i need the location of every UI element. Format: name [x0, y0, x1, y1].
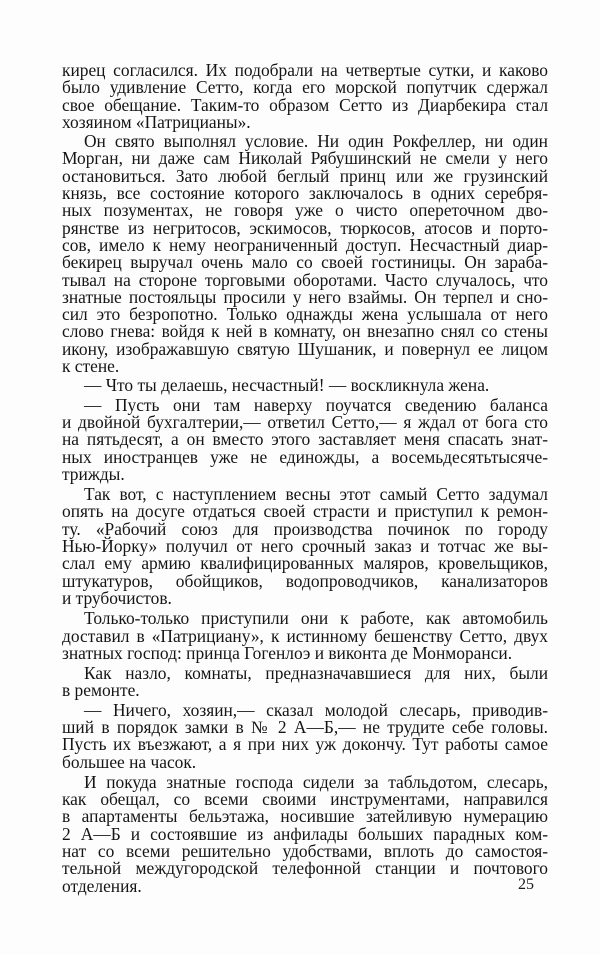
- text-line: слал ему армию квалифицированных маляров, кровельщиков,: [62, 553, 548, 574]
- text-line: Как назло, комнаты, предназначавшиеся для них, были: [84, 663, 548, 684]
- text-line: трижды.: [62, 463, 125, 484]
- text-line: кирец согласился. Их подобрали на четвертые сутки, и каково: [62, 60, 548, 80]
- text-line: остановиться. Зато любой беглый принц или же грузинский: [62, 165, 548, 186]
- paragraph: [62, 771, 548, 896]
- paragraph: [62, 665, 548, 700]
- text-line: нат со всеми решительно удобствами, вплоть до самостоя-: [62, 841, 548, 862]
- text-line: ных иностранцев уже не единожды, а восемьдесятьтысяче-: [62, 446, 548, 467]
- paragraph: [62, 377, 548, 394]
- text-line: в ремонте.: [62, 680, 140, 701]
- text-line: доставил в «Патрициану», к истинному бешенству Сетто, двух: [62, 625, 548, 646]
- text-line: икону, изображавшую святую Шушаник, и повернул ее лицом: [62, 338, 548, 359]
- text-line: к стене.: [62, 356, 120, 377]
- text-line: отделения.: [62, 875, 142, 896]
- text-line: сов, имело к нему неограниченный доступ. Несчастный диар-: [62, 234, 548, 255]
- text-line: князь, все состояние которого заключалось в одних серебря-: [62, 183, 548, 204]
- text-line: — Ничего, хозяин,— сказал молодой слесарь, приводив-: [84, 699, 548, 720]
- paragraph: [62, 62, 548, 131]
- text-line: и трубочистов.: [62, 587, 172, 608]
- text-line: тельной междугородской телефонной станции и почтового: [62, 858, 548, 879]
- text-line: Только-только приступили они к работе, как автомобиль: [84, 608, 548, 629]
- text-line: Так вот, с наступлением весны этот самый Сетто задумал: [84, 484, 548, 505]
- paragraph: [62, 610, 548, 662]
- page-number: 25: [518, 876, 534, 893]
- text-line: ту. «Рабочий союз для производства починок по городу: [62, 518, 548, 539]
- text-line: сил это безропотно. Только однажды жена услышала от него: [62, 304, 548, 325]
- text-line: опять на досуге отдаться своей страсти и приступил к ремон-: [62, 501, 548, 522]
- text-line: ных позументах, не говоря уже о чисто опереточном дво-: [62, 200, 548, 221]
- text-line: знатных господ: принца Гогенлоэ и виконта де Монморанси.: [62, 642, 513, 663]
- text-line: рянстве из негритосов, эскимосов, тюркосов, атосов и порто-: [62, 217, 548, 238]
- text-line: И покуда знатные господа сидели за табльдотом, слесарь,: [84, 771, 548, 792]
- text-line: тывал на стороне торговыми оборотами. Часто случалось, что: [62, 269, 548, 290]
- text-line: в апартаменты бельэтажа, носившие затейливую нумерацию: [62, 806, 548, 827]
- text-line: слово гнева: войдя к ней в комнату, он внезапно снял со стены: [62, 321, 548, 342]
- paragraph: [62, 699, 548, 772]
- text-line: большее на часок.: [62, 751, 197, 772]
- text-line: штукатуров, обойщиков, водопроводчиков, канализаторов: [62, 570, 548, 591]
- body-text: [62, 62, 548, 895]
- text-line: 2 А—Б и состоявшие из анфилады больших парадных ком-: [62, 823, 548, 844]
- paragraph: [62, 486, 548, 607]
- text-line: ший в порядок замки в № 2 А—Б,— не трудите себе головы.: [62, 716, 548, 737]
- paragraph: [62, 394, 548, 484]
- text-line: знатные постояльцы просили у него взаймы. Он терпел и сно-: [62, 286, 548, 307]
- text-line: Он свято выполнял условие. Ни один Рокфеллер, ни один: [84, 131, 548, 152]
- text-line: свое обещание. Таким-то образом Сетто из Диарбекира стал: [62, 94, 548, 115]
- text-line: было удивление Сетто, когда его морской попутчик сдержал: [62, 77, 548, 98]
- text-line: бекирец выручал очень мало со своей гостиницы. Он зараба-: [62, 252, 548, 273]
- paragraph: [62, 133, 548, 375]
- text-line: на пятьдесят, а он вместо этого заставляет меня спасать знат-: [62, 429, 548, 450]
- text-line: — Что ты делаешь, несчастный! — воскликнула жена.: [84, 375, 490, 396]
- text-line: и двойной бухгалтерии,— ответил Сетто,— я ждал от бога сто: [62, 411, 548, 432]
- text-line: Нью-Йорку» получил от него срочный заказ и тотчас же вы-: [62, 536, 548, 557]
- text-line: Морган, ни даже сам Николай Рябушинский не смели у него: [62, 148, 548, 169]
- text-line: — Пусть они там наверху поучатся сведению баланса: [84, 394, 548, 415]
- text-line: хозяином «Патрицианы».: [62, 111, 251, 132]
- text-line: как обещал, со всеми своими инструментами, направился: [62, 789, 548, 810]
- text-line: Пусть их въезжают, а я при них уж докончу. Тут работы самое: [62, 734, 548, 755]
